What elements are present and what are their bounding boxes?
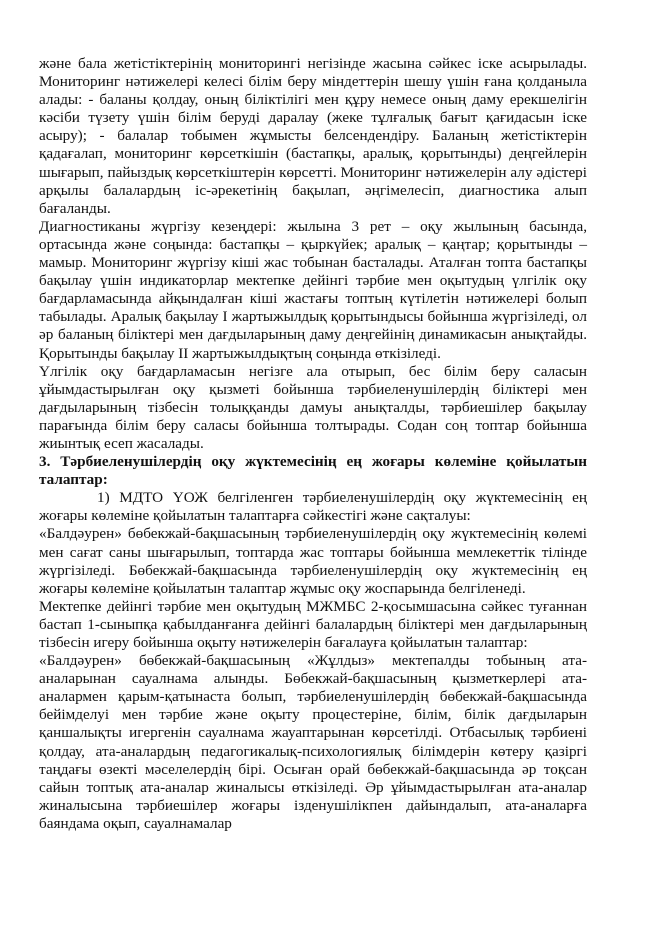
paragraph-standard-annex: Мектепке дейінгі тәрбие мен оқытудың МЖМБС 2-қосымшасына сәйкес туғаннан бастап 1-сыныпқа қабылданғанға дейінгі балалардың біліктері мен дағдыларының тізбесін игеру бойынша оқыту нәтижелерін бағалауға қойылатын талаптар: (39, 597, 587, 651)
paragraph-requirement-1: 1) МДТО ҮОЖ белгіленген тәрбиеленушілердің оқу жүктемесінің ең жоғары көлеміне қойылатын талаптарға сәйкестігі және сақталуы: (39, 489, 587, 525)
paragraph-workload: «Балдәурен» бөбекжай-бақшасының тәрбиеленушілердің оқу жүктемесінің көлемі мен сағат саны шығарылып, топтарда жас топтары бойынша мемлекеттік тілінде жүргізіледі. Бөбекжай-бақшасында тәрбиеленушілердің оқу жүктемесінің ең жоғары көлеміне қойылатын талаптар жұмыс оқу жоспарында белгіленеді. (39, 525, 587, 597)
paragraph-curriculum: Үлгілік оқу бағдарламасын негізге ала отырып, бес білім беру саласын ұйымдастырылған оқу қызметі бойынша тәрбиеленушілердің біліктері мен дағдыларының тізбесін толыққанды дамуы анықталды, тәрбиешілер бақылау парағында білім беру саласы бойынша толтырады. Содан соң топтар бойынша жиынтық есеп жасалады. (39, 362, 587, 452)
section-heading: 3. Тәрбиеленушілердің оқу жүктемесінің ең жоғары көлеміне қойылатын талаптар: (39, 453, 587, 489)
paragraph-monitoring: және бала жетістіктерінің мониторингі негізінде жасына сәйкес іске асырылады. Мониторинг нәтижелері келесі білім беру міндеттерін шешу үшін ғана қолданыла алады: - баланы қолдау, оның біліктілігі мен құру немесе оның даму ерекшелігін кәсіби түзету үшін білім беруді даралау (жеке тұлғалық бағыт қағидасын іске асыру); - балалар тобымен жұмысты белсендендіру. Баланың жетістіктерін қадағалап, мониторинг көрсеткішін (бастапқы, аралық, қорытынды) деңгейлерін шығарып, пайыздық көрсеткіштерін көрсетті. Мониторинг нәтижелерін алу әдістері арқылы балалардың іс-әрекетінің бақылап, әңгімелесіп, диагностика алып бағаланды. (39, 55, 587, 217)
body-text (39, 55, 587, 833)
paragraph-parents-survey: «Балдәурен» бөбекжай-бақшасының «Жұлдыз» мектепалды тобының ата-аналарынан сауалнама алынды. Бөбекжай-бақшасының қызметкерлері ата-аналармен қарым-қатынаста болып, тәрбиеленушілердің бөбекжай-бақшасында бейімделуі мен тәрбие және оқыту процестеріне, білім, білік дағдыларын қаншалықты игергенін сауалнама жауаптарынан көрсетілді. Отбасылық тәрбиені қолдау, ата-аналардың педагогикалық-психологиялық білімдерін көтеру қазіргі таңдағы өзекті мәселелердің бірі. Осыған орай бөбекжай-бақшасында әр тоқсан сайын топтық ата-аналар жиналысы өткізіледі. Әр ұйымдастырылған ата-аналар жиналысына тәрбиешілер жоғары ізденушілікпен дайындалып, ата-аналарға баяндама оқып, сауалнамалар (39, 652, 587, 832)
paragraph-diagnostics-stages: Диагностиканы жүргізу кезеңдері: жылына 3 рет – оқу жылының басында, ортасында және соңында: бастапқы – қыркүйек; аралық – қаңтар; қорытынды – мамыр. Мониторинг жүргізу кіші жас тобынан басталады. Аталған топта бастапқы бақылау үшін индикаторлар мектепке дейінгі тәрбие мен оқытудың үлгілік оқу бағдарламасында айқындалған кіші жастағы топтың күтілетін нәтижелері болып табылады. Аралық бақылау І жартыжылдық қорытындысы бойынша жүргізіледі, ол әр баланың біліктері мен дағдыларының даму деңгейінің динамикасын анықтайды. Қорытынды бақылау ІІ жартыжылдықтың соңында өткізіледі. (39, 217, 587, 362)
